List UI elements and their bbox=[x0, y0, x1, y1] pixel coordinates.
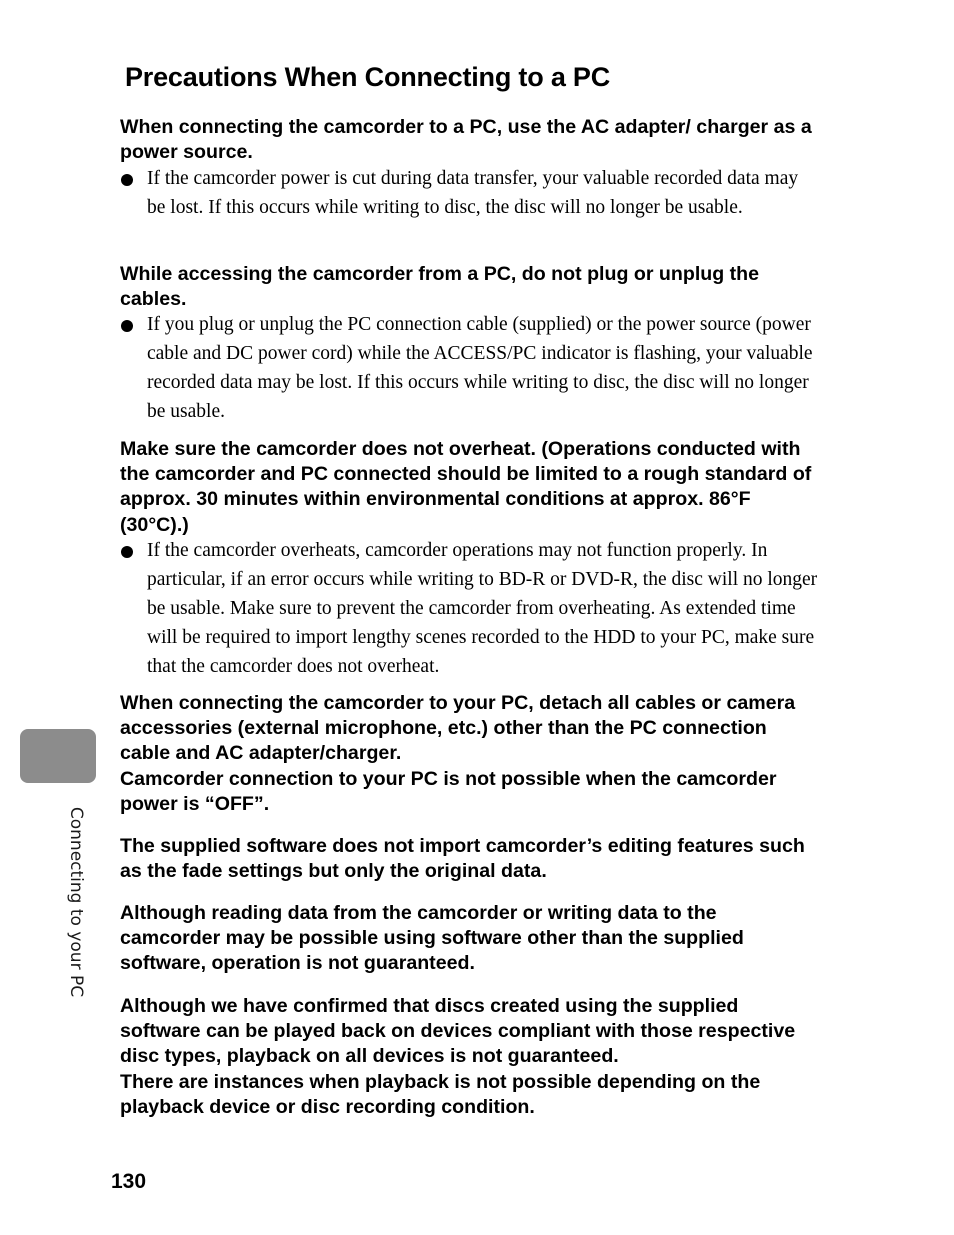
section-6-heading: Although reading data from the camcorder or writing data to the camcorder may be possible using software other than the supplied software, operation is not guaranteed. bbox=[120, 902, 744, 975]
section-1-bullet-text: If the camcorder power is cut during data transfer, your valuable recorded data may be lost. If this occurs while writing to disc, the disc will no longer be usable. bbox=[147, 168, 799, 218]
bullet-dot-icon bbox=[121, 320, 133, 332]
section-1-bullet bbox=[120, 164, 820, 222]
section-5-heading: The supplied software does not import camcorder’s editing features such as the fade settings but only the original data. bbox=[120, 835, 805, 883]
section-2-heading: While accessing the camcorder from a PC, do not plug or unplug the cables. bbox=[120, 263, 760, 311]
section-2-bullet-text: If you plug or unplug the PC connection cable (supplied) or the power source (power cable and DC power cord) while the ACCESS/PC indicator is flashing, your valuable recorded data may be lost. If this occurs while writing to disc, the disc will no longer be usable. bbox=[147, 314, 813, 422]
chapter-tab bbox=[20, 729, 96, 783]
page-title: Precautions When Connecting to a PC bbox=[125, 62, 611, 92]
section-3-bullet-text: If the camcorder overheats, camcorder operations may not function properly. In particular, if an error occurs while writing to BD-R or DVD-R, the disc will no longer be usable. Make sure to prevent the camcorder from overheating. As extended time will be required to import lengthy scenes recorded to the HDD to your PC, make sure that the camcorder does not overheat. bbox=[147, 540, 818, 677]
bullet-dot-icon bbox=[121, 174, 133, 186]
section-4-heading-2: Camcorder connection to your PC is not possible when the camcorder power is “OFF”. bbox=[120, 768, 777, 816]
section-4-heading: When connecting the camcorder to your PC, detach all cables or camera accessories (external microphone, etc.) other than the PC connection cable and AC adapter/charger. bbox=[120, 692, 796, 765]
section-3-heading: Make sure the camcorder does not overheat. (Operations conducted with the camcorder and PC connected should be limited to a rough standard of approx. 30 minutes within environmental conditions at approx. 86°F (30°C).) bbox=[120, 438, 812, 536]
page-number: 130 bbox=[111, 1170, 147, 1193]
bullet-dot-icon bbox=[121, 546, 133, 558]
section-7-heading: Although we have confirmed that discs created using the supplied software can be played back on devices compliant with those respective disc types, playback on all devices is not guaranteed. bbox=[120, 995, 796, 1068]
section-3-bullet bbox=[120, 536, 820, 681]
chapter-label: Connecting to your PC bbox=[66, 806, 86, 998]
section-2-bullet bbox=[120, 310, 820, 426]
section-1-heading: When connecting the camcorder to a PC, use the AC adapter/ charger as a power source. bbox=[120, 116, 812, 164]
section-7-heading-2: There are instances when playback is not possible depending on the playback device or disc recording condition. bbox=[120, 1071, 761, 1119]
